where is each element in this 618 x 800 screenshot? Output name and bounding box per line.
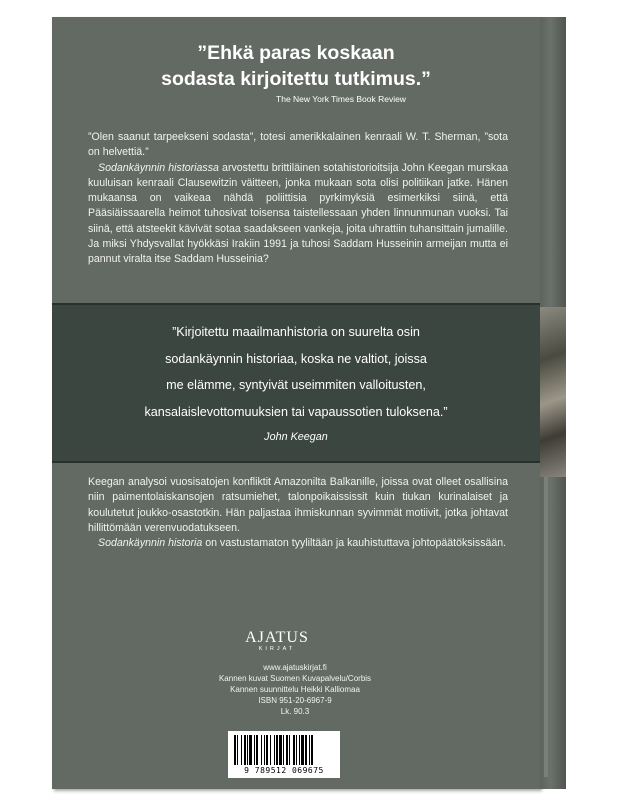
barcode-bar <box>261 735 262 765</box>
barcode-bar <box>241 735 242 765</box>
barcode-bar <box>256 735 258 765</box>
barcode-bar <box>247 735 248 765</box>
cover-photo-strip <box>540 307 566 477</box>
barcode-bar <box>274 735 275 765</box>
band-quote-line-2: sodankäynnin historiaa, koska ne valtiot, joissa <box>165 351 427 366</box>
barcode-bar <box>299 735 300 765</box>
barcode-bar <box>237 735 238 765</box>
outro-paragraph-1: Keegan analysoi vuosisatojen konfliktit Amazonilta Balkanille, joissa ovat olleet osallisina niin paimentolaiskansojen ratsumiehet, talonpoikaississit kuin tiukan kurinalaiset ja koulutetut joukko-osastotkin. Hän paljastaa ihmiskunnan syvimmät motiivit, jotka johtavat hillittömään verenvuodatukseen. <box>88 476 508 534</box>
band-quote-line-1: ”Kirjoitettu maailmanhistoria on suurelta osin <box>172 325 420 339</box>
outro-paragraph-2 <box>88 536 508 551</box>
intro-book-title: Sodankäynnin historiassa <box>98 161 219 174</box>
barcode-bar <box>276 735 278 765</box>
headline-source: The New York Times Book Review <box>276 94 406 104</box>
barcode-digits: 9 789512 069675 <box>244 766 324 775</box>
publisher-logo <box>232 630 322 652</box>
barcode-bar <box>249 735 252 765</box>
design-credit: Kannen suunnittelu Heikki Kalliomaa <box>230 685 360 694</box>
photo-credit: Kannen kuvat Suomen Kuvapalvelu/Corbis <box>218 674 372 683</box>
headline-quote <box>52 40 540 104</box>
intro-paragraph-2 <box>88 161 508 268</box>
barcode-bar <box>301 735 304 765</box>
isbn: ISBN 951-20-6967-9 <box>258 696 332 705</box>
band-quote-line-4: kansalaislevottomuuksien tai vapaussotien tuloksena.” <box>144 404 448 419</box>
outro-book-title: Sodankäynnin historia <box>98 537 203 550</box>
outro-text <box>88 475 508 551</box>
barcode-bar <box>266 735 268 765</box>
barcode-bar <box>234 735 236 765</box>
quote-band <box>52 303 540 463</box>
edge-stripe <box>544 477 548 777</box>
barcode-bar <box>289 735 290 765</box>
library-class: Lk. 90.3 <box>280 707 310 716</box>
barcode-bar <box>286 735 288 765</box>
barcode-bar <box>270 735 271 765</box>
barcode-bar <box>264 735 265 765</box>
barcode-bar <box>305 735 307 765</box>
barcode-bar <box>296 735 297 765</box>
barcode-bar <box>311 735 313 765</box>
publisher-name: AJATUS <box>245 629 309 646</box>
publisher-url: www.ajatuskirjat.fi <box>263 663 327 672</box>
band-quote-text <box>52 319 540 425</box>
barcode-bar <box>244 735 246 765</box>
barcode-bar <box>293 735 295 765</box>
publisher-sub: KIRJAT <box>258 646 296 652</box>
barcode-bar <box>309 735 310 765</box>
band-quote-author: John Keegan <box>264 431 328 443</box>
barcode-bar <box>254 735 255 765</box>
barcode-bar <box>283 735 284 765</box>
intro-text <box>88 130 508 268</box>
credits <box>150 662 440 717</box>
barcode <box>228 731 340 778</box>
cover-edge <box>540 17 566 789</box>
band-quote-line-3: me elämme, syntyivät useimmiten valloitusten, <box>166 378 426 392</box>
headline-line-2: sodasta kirjoitettu tutkimus.” <box>161 68 431 90</box>
barcode-bars <box>234 735 334 765</box>
intro-paragraph-2-text: arvostettu brittiläinen sotahistorioitsija John Keegan murskaa kuuluisan kenraali Clausewitzin väitteen, jonka mukaan sota olisi politiikan jatke. Hänen mukaansa on vaikeaa nähdä poliittisia pyrkimyksiä esimerkiksi siinä, että Pääsiäissaarella heimot tuhosivat toisensa taistellessaan yhden linnunmunan vuoksi. Tai siinä, että atsteekit kävivät sotaa saadakseen vankeja, joita uhrattiin tuhansittain jumalille. Ja miksi Yhdysvallat hyökkäsi Irakiin 1991 ja tuhosi Saddam Husseinin armeijan mutta ei pannut viralta itse Saddam Husseinia? <box>88 161 508 266</box>
barcode-bar <box>279 735 282 765</box>
headline-line-1: ”Ehkä paras koskaan <box>197 42 395 64</box>
outro-paragraph-2-text: on vastustamaton tyyliltään ja kauhistuttava johtopäätöksissään. <box>202 537 507 550</box>
intro-paragraph-1: ”Olen saanut tarpeekseni sodasta”, totesi amerikkalainen kenraali W. T. Sherman, ”sota on helvettiä.” <box>88 131 508 159</box>
